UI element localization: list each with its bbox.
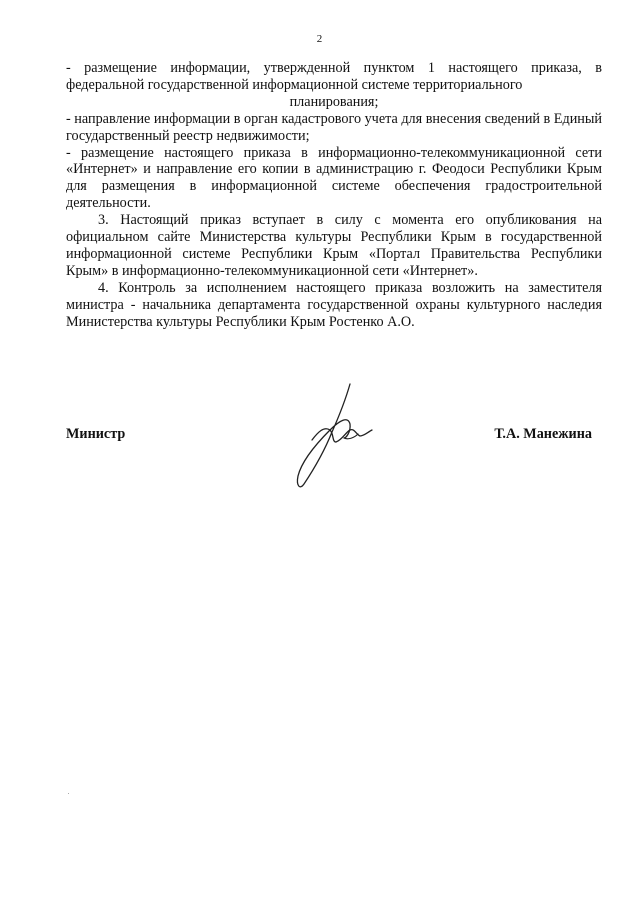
paragraph-3: 3. Настоящий приказ вступает в силу с момента его опубликования на официальном сайте Министерства культуры Республики Крым в государственной информационной системе Республики Крым «Портал Правительства Республики Крым» в информационно-телекоммуникационной сети «Интернет». <box>66 212 602 279</box>
list-item-federal-system-end: планирования; <box>289 93 379 110</box>
signer-name: Т.А. Манежина <box>494 426 592 442</box>
list-item-federal-system: - размещение информации, утвержденной пунктом 1 настоящего приказа, в федеральной государственной информационной системе территориального <box>66 60 602 93</box>
list-item-cadastral: - направление информации в орган кадастрового учета для внесения сведений в Единый государственный реестр недвижимости; <box>66 110 602 144</box>
handwritten-signature <box>288 380 388 492</box>
list-item-internet: - размещение настоящего приказа в информационно-телекоммуникационной сети «Интернет» и направление его копии в администрацию г. Феодоси Республики Крым для размещения в информационной системе обеспечения градостроительной деятельности. <box>66 144 602 212</box>
paragraph-4: 4. Контроль за исполнением настоящего приказа возложить на заместителя министра - начальника департамента государственной охраны культурного наследия Министерства культуры Республики Крым Ростенко А.О. <box>66 279 602 330</box>
document-body <box>66 60 602 331</box>
page-number: 2 <box>316 33 323 45</box>
scan-dot <box>68 793 69 794</box>
signer-title: Министр <box>66 426 126 442</box>
